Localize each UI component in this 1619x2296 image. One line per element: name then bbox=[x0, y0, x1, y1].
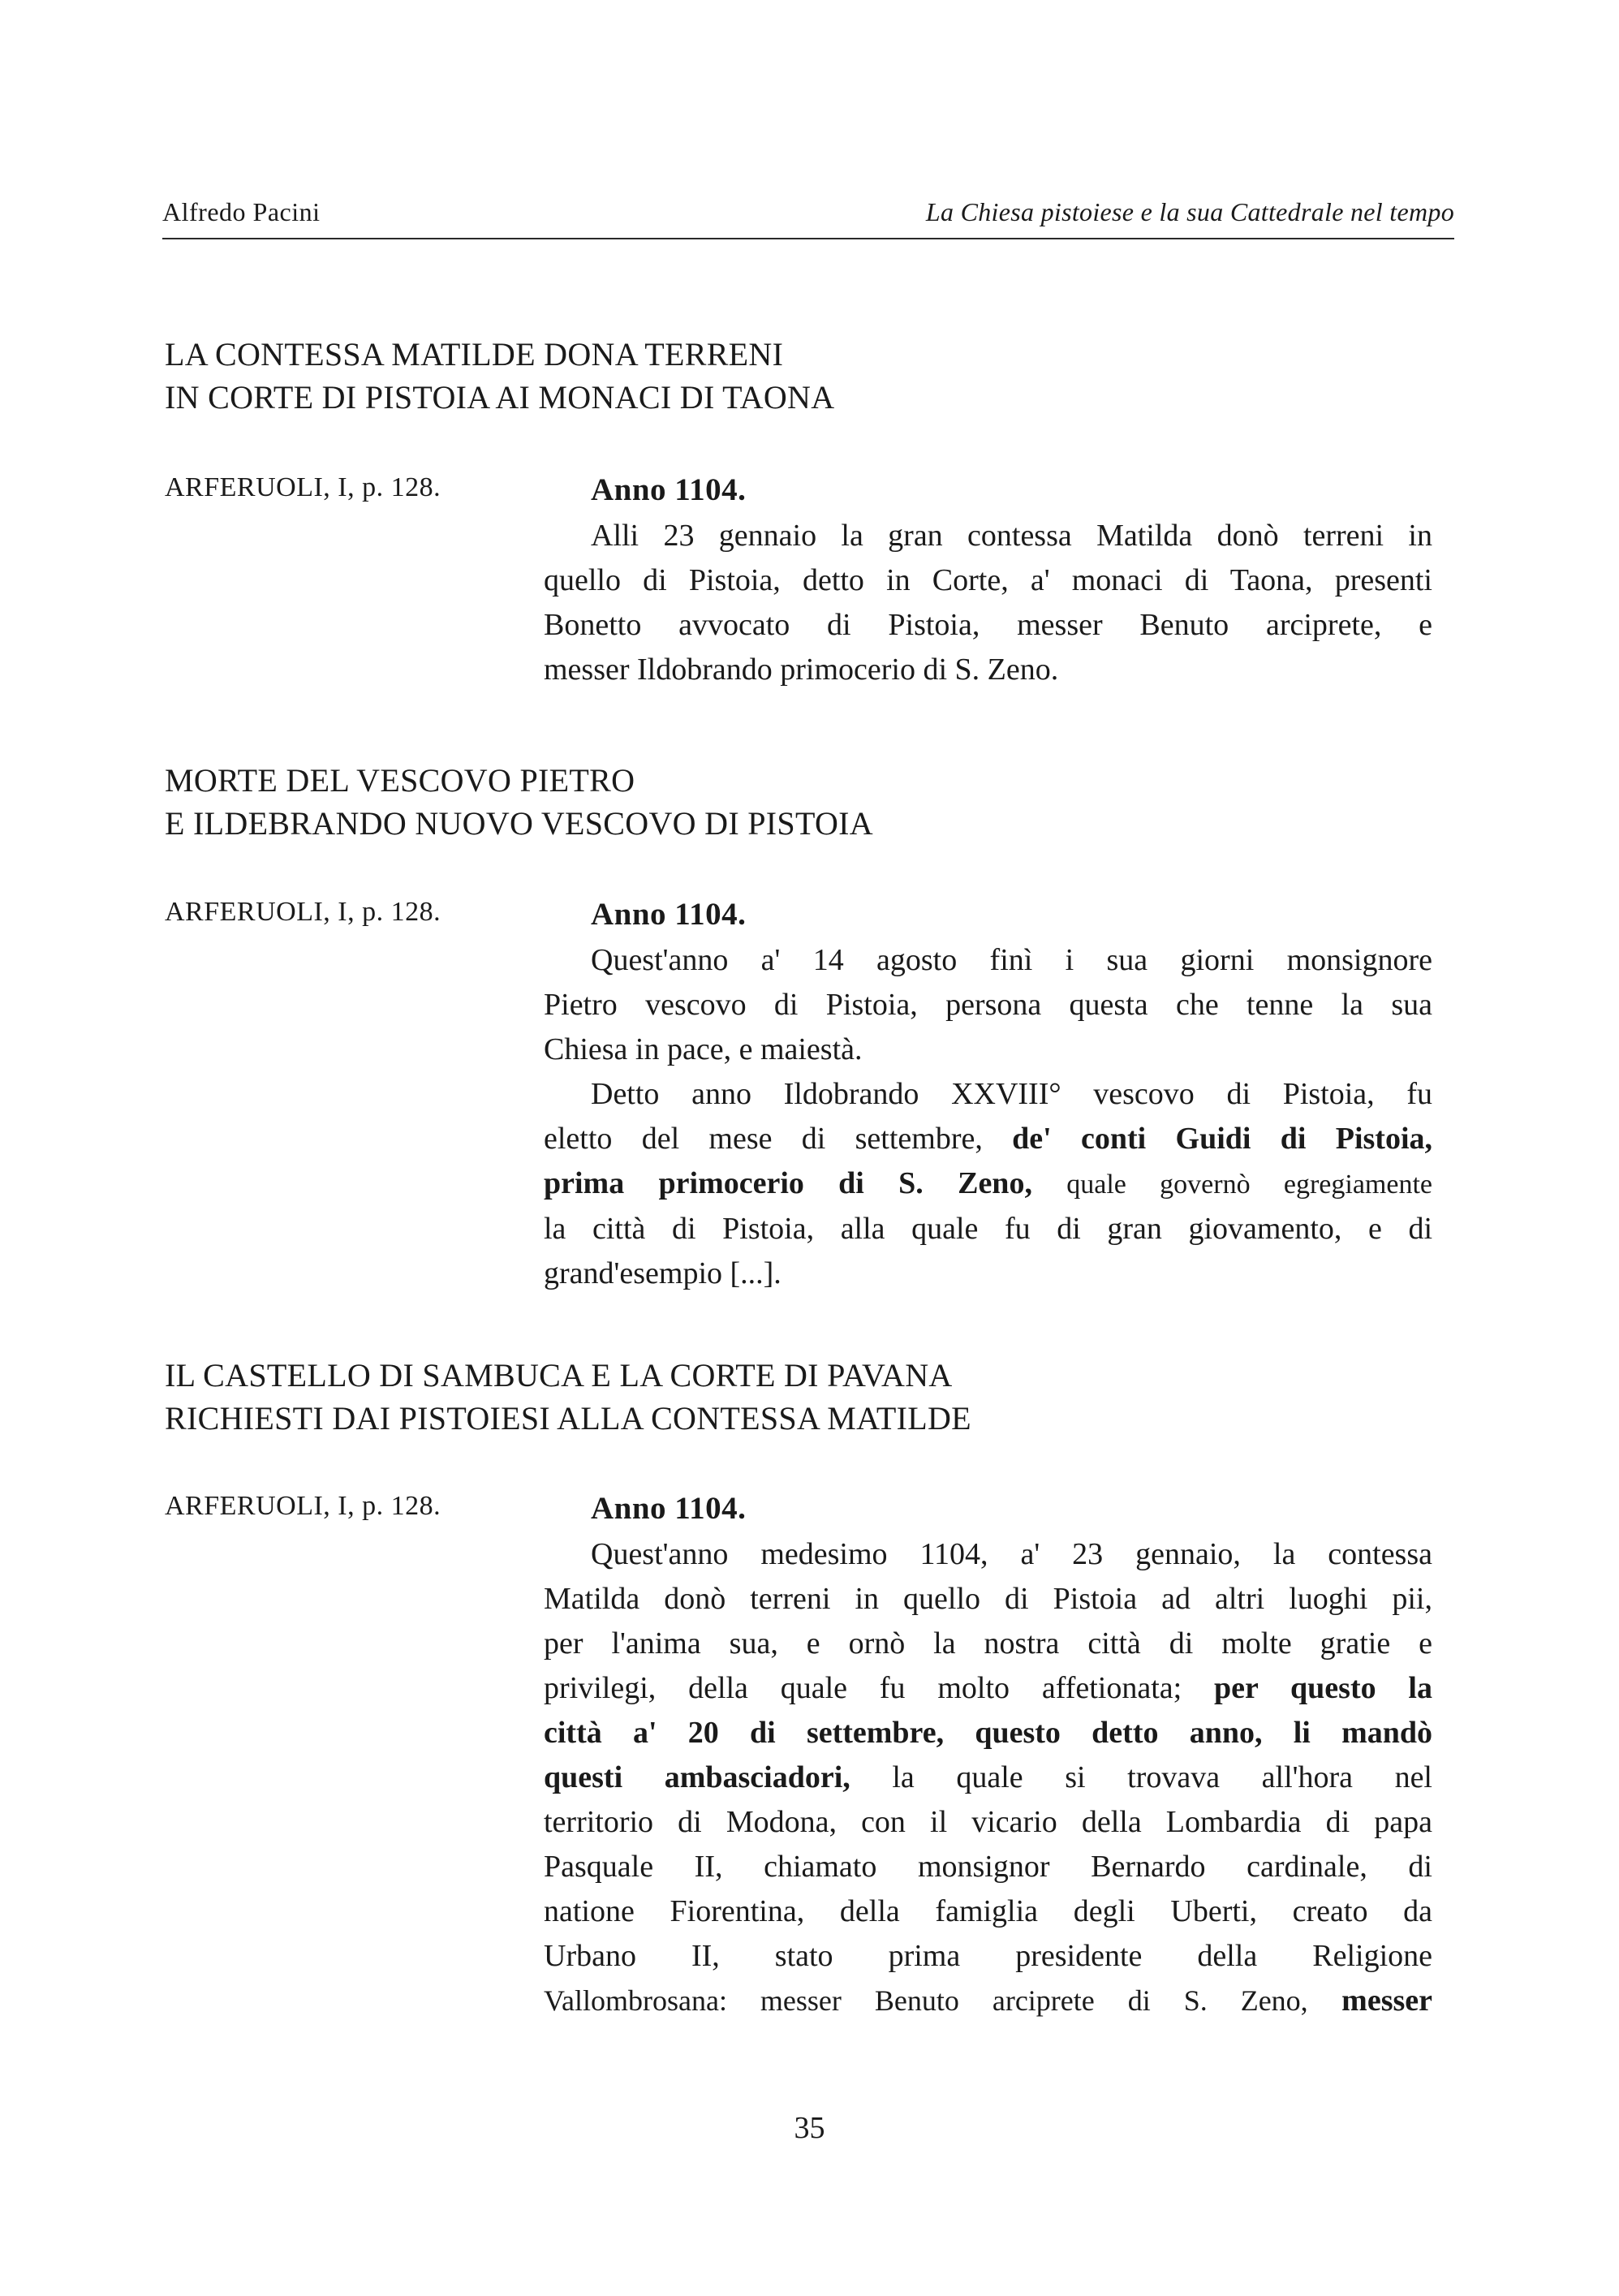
section-2-entry bbox=[544, 891, 1432, 1296]
section-2-source: ARFERUOLI, I, p. 128. bbox=[165, 897, 441, 927]
section-3-line-4-bold: per questo la bbox=[1214, 1671, 1432, 1705]
section-2-para2-line-3 bbox=[544, 1161, 1432, 1207]
section-2-para2-line-5: grand'esempio [...]. bbox=[544, 1256, 782, 1290]
section-2-line-1: Quest'anno a' 14 agosto finì i sua giorni monsignore bbox=[591, 943, 1432, 977]
section-1-line-2: quello di Pistoia, detto in Corte, a' monaci di Taona, presenti bbox=[544, 563, 1432, 597]
section-1-source: ARFERUOLI, I, p. 128. bbox=[165, 472, 441, 502]
section-3-line-4-a: privilegi, della quale fu molto affetionata; bbox=[544, 1671, 1182, 1705]
section-2-line-3: Chiesa in pace, e maiestà. bbox=[544, 1032, 863, 1066]
header-rule bbox=[162, 238, 1454, 239]
section-2-title bbox=[165, 759, 1455, 845]
section-2-para2-line-2 bbox=[544, 1117, 1432, 1161]
section-3-line-4 bbox=[544, 1666, 1432, 1711]
section-2-para2-line-4: la città di Pistoia, alla quale fu di gran giovamento, e di bbox=[544, 1212, 1432, 1246]
page-number: 35 bbox=[794, 2111, 825, 2145]
section-2-para2-line-2-a: eletto del mese di settembre, bbox=[544, 1122, 983, 1156]
section-3-title bbox=[165, 1354, 1455, 1440]
section-3-entry bbox=[544, 1485, 1432, 2023]
section-1-title bbox=[165, 333, 1455, 419]
section-2-title-line-1: MORTE DEL VESCOVO PIETRO bbox=[165, 762, 635, 799]
section-3-title-line-1: IL CASTELLO DI SAMBUCA E LA CORTE DI PAVANA bbox=[165, 1357, 953, 1394]
section-3-line-9: natione Fiorentina, della famiglia degli Uberti, creato da bbox=[544, 1894, 1432, 1928]
section-3-line-11 bbox=[544, 1979, 1432, 2023]
section-2-para2-line-1: Detto anno Ildobrando XXVIII° vescovo di Pistoia, fu bbox=[591, 1077, 1432, 1111]
section-3-line-10: Urbano II, stato prima presidente della Religione bbox=[544, 1939, 1432, 1973]
section-3-line-7: territorio di Modona, con il vicario della Lombardia di papa bbox=[544, 1805, 1432, 1839]
section-3-year: Anno 1104. bbox=[591, 1491, 747, 1526]
section-3-line-1: Quest'anno medesimo 1104, a' 23 gennaio, la contessa bbox=[591, 1537, 1432, 1571]
section-2-para2-line-3-bold: prima primocerio di S. Zeno, bbox=[544, 1166, 1032, 1200]
section-3-line-11-bold: messer bbox=[1341, 1984, 1433, 2018]
section-3-line-3: per l'anima sua, e ornò la nostra città di molte gratie e bbox=[544, 1626, 1432, 1661]
section-3-line-11-a: Vallombrosana: messer Benuto arciprete di S. Zeno, bbox=[544, 1984, 1308, 2017]
section-3-line-8: Pasquale II, chiamato monsignor Bernardo cardinale, di bbox=[544, 1850, 1432, 1884]
section-3-line-5: città a' 20 di settembre, questo detto anno, li mandò bbox=[544, 1716, 1432, 1750]
running-header-author: Alfredo Pacini bbox=[162, 197, 321, 226]
section-1-line-3: Bonetto avvocato di Pistoia, messer Benuto arciprete, e bbox=[544, 608, 1432, 642]
section-2-para2-line-2-bold: de' conti Guidi di Pistoia, bbox=[1012, 1122, 1433, 1156]
section-3-line-2: Matilda donò terreni in quello di Pistoia ad altri luoghi pii, bbox=[544, 1582, 1432, 1616]
section-1-title-line-2: IN CORTE DI PISTOIA AI MONACI DI TAONA bbox=[165, 379, 835, 416]
section-3-line-6-b: la quale si trovava all'hora nel bbox=[892, 1760, 1432, 1794]
section-1-year: Anno 1104. bbox=[591, 472, 747, 507]
running-header-title: La Chiesa pistoiese e la sua Cattedrale nel tempo bbox=[925, 197, 1454, 226]
section-1-title-line-1: LA CONTESSA MATILDE DONA TERRENI bbox=[165, 336, 784, 373]
section-1-line-4: messer Ildobrando primocerio di S. Zeno. bbox=[544, 653, 1059, 687]
section-2-para2-line-3-b: quale governò egregiamente bbox=[1066, 1170, 1432, 1200]
section-3-line-6-bold: questi ambasciadori, bbox=[544, 1760, 850, 1794]
section-2-line-2: Pietro vescovo di Pistoia, persona questa che tenne la sua bbox=[544, 988, 1432, 1022]
section-1-line-1: Alli 23 gennaio la gran contessa Matilda donò terreni in bbox=[591, 519, 1432, 553]
section-1-entry bbox=[544, 467, 1432, 692]
section-3-title-line-2: RICHIESTI DAI PISTOIESI ALLA CONTESSA MATILDE bbox=[165, 1400, 971, 1437]
section-3-line-6 bbox=[544, 1755, 1432, 1800]
section-2-year: Anno 1104. bbox=[591, 897, 747, 932]
section-3-source: ARFERUOLI, I, p. 128. bbox=[165, 1491, 441, 1521]
section-2-title-line-2: E ILDEBRANDO NUOVO VESCOVO DI PISTOIA bbox=[165, 805, 873, 842]
